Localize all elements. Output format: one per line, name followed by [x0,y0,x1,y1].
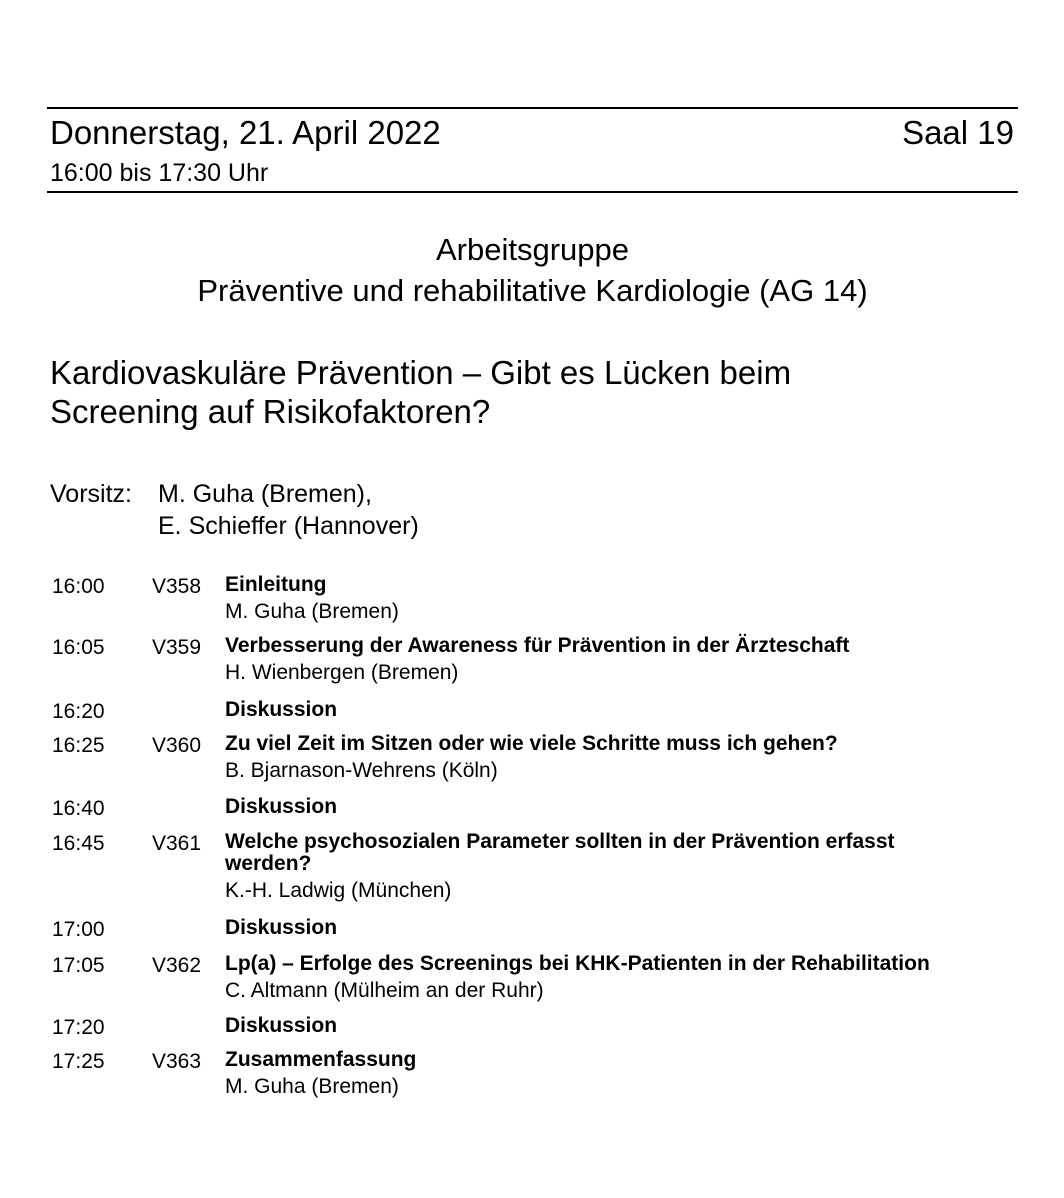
agenda-title: Diskussion [225,698,338,721]
chair-label: Vorsitz: [50,480,132,508]
agenda-title: Diskussion [225,795,338,818]
session-room: Saal 19 [902,114,1014,151]
agenda-title: Lp(a) – Erfolge des Screenings bei KHK-Patienten in der Rehabilitation [225,952,930,975]
agenda-speaker: M. Guha (Bremen) [225,1075,399,1098]
agenda-time: 16:00 [52,575,105,598]
agenda-body [225,733,1025,784]
chair-name-1: M. Guha (Bremen), [158,480,372,508]
agenda-body [225,831,1025,904]
agenda-title: Einleitung [225,573,327,596]
agenda-code: V358 [152,575,202,598]
agenda-body [225,917,1025,939]
session-time-range: 16:00 bis 17:30 Uhr [50,159,269,187]
agenda-code: V359 [152,636,202,659]
agenda-title-continued: werden? [225,852,312,875]
agenda-speaker: B. Bjarnason-Wehrens (Köln) [225,759,498,782]
agenda-time: 17:05 [52,954,105,977]
agenda-body [225,699,1025,721]
agenda-title: Diskussion [225,1014,338,1037]
agenda-speaker: C. Altmann (Mülheim an der Ruhr) [225,979,544,1002]
session-title [50,353,950,431]
session-title-line-1: Kardiovaskuläre Prävention – Gibt es Lücken beim [50,354,792,391]
agenda-speaker: K.-H. Ladwig (München) [225,879,452,902]
agenda-code: V363 [152,1050,202,1073]
agenda-body [225,1049,1025,1100]
chair-name-2: E. Schieffer (Hannover) [158,512,419,540]
agenda-code: V361 [152,832,202,855]
agenda-body [225,953,1025,1004]
agenda-title: Welche psychosozialen Parameter sollten in der Prävention erfasst [225,830,895,853]
session-title-line-2: Screening auf Risikofaktoren? [50,393,491,430]
working-group-heading [47,229,1018,311]
agenda-time: 16:45 [52,832,105,855]
agenda-body [225,574,1025,625]
agenda-time: 16:05 [52,636,105,659]
chair-names [158,478,419,542]
agenda-speaker: H. Wienbergen (Bremen) [225,661,459,684]
agenda-time: 16:25 [52,734,105,757]
agenda-body [225,635,1025,686]
top-divider [47,107,1018,109]
agenda-time: 17:20 [52,1016,105,1039]
agenda-time: 16:20 [52,700,105,723]
agenda-code: V360 [152,734,202,757]
agenda-body [225,1015,1025,1037]
agenda-code: V362 [152,954,202,977]
working-group-label: Arbeitsgruppe [435,232,629,267]
agenda-speaker: M. Guha (Bremen) [225,600,399,623]
agenda-time: 16:40 [52,797,105,820]
agenda-time: 17:00 [52,918,105,941]
agenda-title: Verbesserung der Awareness für Prävention in der Ärzteschaft [225,634,850,657]
agenda-body [225,796,1025,818]
agenda-title: Zusammenfassung [225,1048,417,1071]
agenda-time: 17:25 [52,1050,105,1073]
agenda-title: Diskussion [225,916,338,939]
working-group-name: Präventive und rehabilitative Kardiologie (AG 14) [197,273,868,308]
session-date: Donnerstag, 21. April 2022 [50,114,441,151]
agenda-title: Zu viel Zeit im Sitzen oder wie viele Schritte muss ich gehen? [225,732,838,755]
bottom-divider [47,191,1018,193]
